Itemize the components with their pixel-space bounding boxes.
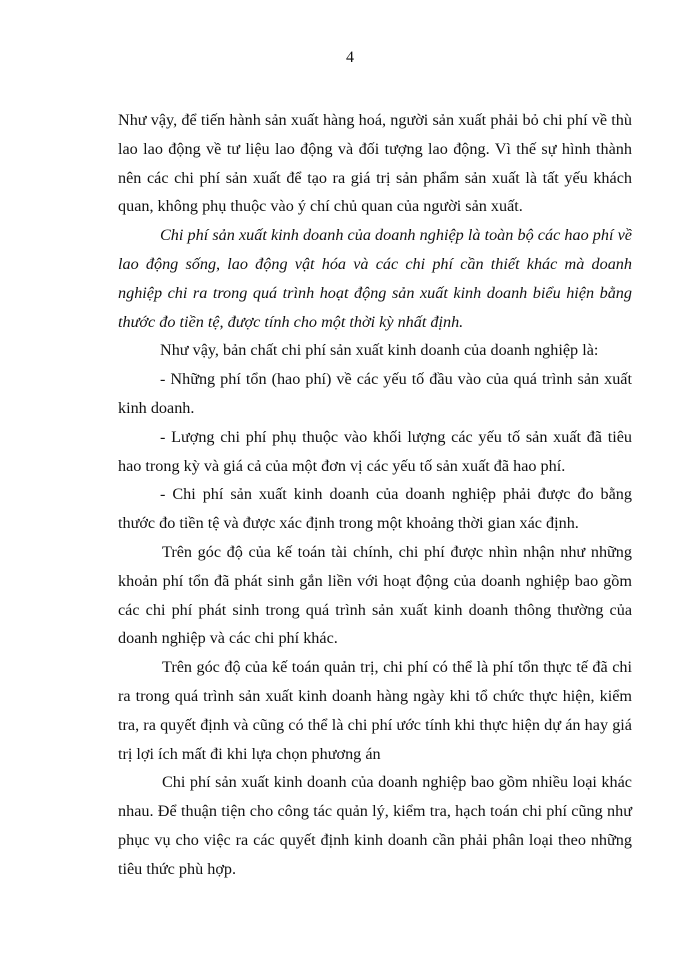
paragraph-production-costs-intro: Như vậy, để tiến hành sản xuất hàng hoá, người sản xuất phải bỏ chi phí về thù lao lao động về tư liệu lao động và đối tượng lao động. Vì thế sự hình thành nên các chi phí sản xuất để tạo ra giá trị sản phẩm sản xuất là tất yếu khách quan, không phụ thuộc vào ý chí chủ quan của người sản xuất. [118,111,632,216]
page-number: 4 [346,49,354,66]
paragraph-financial-accounting: Trên góc độ của kế toán tài chính, chi phí được nhìn nhận như những khoản phí tổn đã phát sinh gắn liền với hoạt động của doanh nghiệp bao gồm các chi phí phát sinh trong quá trình sản xuất kinh doanh thông thường của doanh nghiệp và các chi phí khác. [118,542,632,648]
body-text [118,106,632,884]
bullet-monetary-measure: - Chi phí sản xuất kinh doanh của doanh nghiệp phải được đo bằng thước đo tiền tệ và được xác định trong một khoảng thời gian xác định. [118,485,632,533]
paragraph-cost-nature-heading: Như vậy, bản chất chi phí sản xuất kinh doanh của doanh nghiệp là: [160,341,599,360]
paragraph-cost-classification: Chi phí sản xuất kinh doanh của doanh nghiệp bao gồm nhiều loại khác nhau. Để thuận tiện cho công tác quản lý, kiểm tra, hạch toán chi phí cũng như phục vụ cho việc ra các quyết định kinh doanh cần phải phân loại theo những tiêu thức phù hợp. [118,773,632,878]
paragraph-management-accounting: Trên góc độ của kế toán quản trị, chi phí có thể là phí tổn thực tế đã chi ra trong quá trình sản xuất kinh doanh hàng ngày khi tổ chức thực hiện, kiểm tra, ra quyết định và cũng có thể là chi phí ước tính khi thực hiện dự án hay giá trị lợi ích mất đi khi lựa chọn phương án [118,658,632,763]
bullet-cost-quantity: - Lượng chi phí phụ thuộc vào khối lượng các yếu tố sản xuất đã tiêu hao trong kỳ và giá cả của một đơn vị các yếu tố sản xuất đã hao phí. [118,427,632,475]
bullet-input-expenses: - Những phí tổn (hao phí) về các yếu tố đầu vào của quá trình sản xuất kinh doanh. [118,370,632,417]
paragraph-cost-definition: Chi phí sản xuất kinh doanh của doanh nghiệp là toàn bộ các hao phí về lao động sống, lao động vật hóa và các chi phí cần thiết khác mà doanh nghiệp chi ra trong quá trình hoạt động sản xuất kinh doanh biểu hiện bằng thước đo tiền tệ, được tính cho một thời kỳ nhất định. [118,226,632,331]
